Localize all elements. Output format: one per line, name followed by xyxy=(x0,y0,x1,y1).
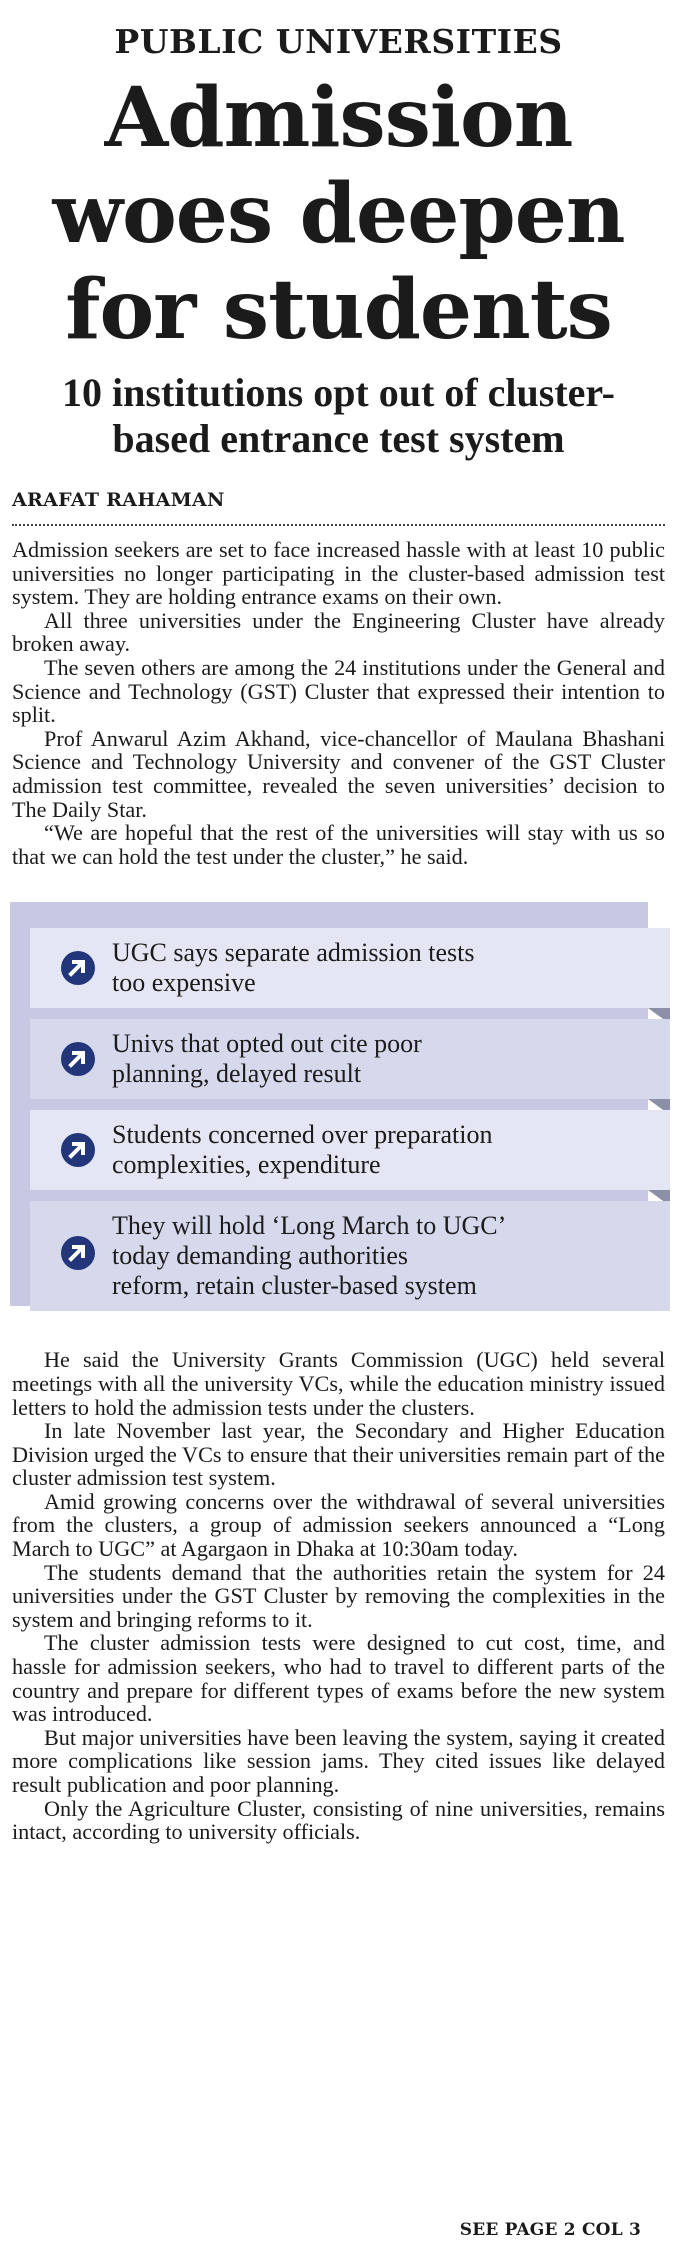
paragraph: The seven others are among the 24 institutions under the General and Science and Technology (GST) Cluster that expressed their intention to split. xyxy=(12,654,665,728)
highlight-line: Univs that opted out cite poor xyxy=(112,1029,422,1059)
dotted-divider xyxy=(12,524,665,526)
subheadline-line: based entrance test system xyxy=(112,416,565,461)
paragraph: In late November last year, the Secondary and Higher Education Division urged the VCs to ensure that their universities remain part of the cluster admission test system. xyxy=(12,1418,665,1491)
highlight-text xyxy=(112,938,475,998)
paragraph: But major universities have been leaving the system, saying it created more complications like session jams. They cited issues like delayed result publication and poor planning. xyxy=(12,1724,665,1797)
paragraph: Only the Agriculture Cluster, consisting of nine universities, remains intact, according to university officials. xyxy=(12,1795,665,1845)
highlight-line: Students concerned over preparation xyxy=(112,1120,493,1150)
highlight-line: too expensive xyxy=(112,968,256,998)
byline: ARAFAT RAHAMAN xyxy=(12,489,225,511)
highlight-line: UGC says separate admission tests xyxy=(112,938,475,968)
headline-line: Admission xyxy=(104,70,573,166)
paragraph: Prof Anwarul Azim Akhand, vice-chancellor of Maulana Bhashani Science and Technology University and convener of the GST Cluster admission test committee, revealed the seven universities’ decision to The Daily Star. xyxy=(12,725,665,822)
highlight-line: complexities, expenditure xyxy=(112,1150,381,1180)
paragraph: All three universities under the Engineering Cluster have already broken away. xyxy=(12,607,665,657)
subheadline-line: 10 institutions opt out of cluster- xyxy=(62,370,615,415)
highlight-item xyxy=(30,1201,670,1311)
highlight-text xyxy=(112,1029,422,1089)
highlights-box xyxy=(10,902,648,1306)
article-body-bottom xyxy=(12,1348,665,1843)
subheadline xyxy=(8,370,669,462)
highlight-text xyxy=(112,1120,492,1180)
paragraph: Admission seekers are set to face increased hassle with at least 10 public universities no longer participating in the cluster-based admission test system. They are holding entrance exams on their own. xyxy=(12,537,665,610)
highlight-item xyxy=(30,1110,670,1190)
highlight-line: They will hold ‘Long March to UGC’ xyxy=(112,1211,507,1241)
highlight-line: reform, retain cluster-based system xyxy=(112,1271,477,1301)
kicker: PUBLIC UNIVERSITIES xyxy=(114,22,563,61)
arrow-circle-icon xyxy=(60,1132,96,1168)
paragraph: Amid growing concerns over the withdrawal of several universities from the clusters, a group of admission seekers announced a “Long March to UGC” at Agargaon in Dhaka at 10:30am today. xyxy=(12,1488,665,1562)
continued-on-link[interactable]: SEE PAGE 2 COL 3 xyxy=(459,2220,641,2240)
highlight-line: today demanding authorities xyxy=(112,1241,409,1271)
highlight-line: planning, delayed result xyxy=(112,1059,362,1089)
arrow-circle-icon xyxy=(60,950,96,986)
paragraph: “We are hopeful that the rest of the universities will stay with us so that we can hold the test under the cluster,” he said. xyxy=(12,820,665,869)
highlight-item xyxy=(30,928,670,1008)
paragraph: He said the University Grants Commission (UGC) held several meetings with all the university VCs, while the education ministry issued letters to hold the admission tests under the clusters. xyxy=(12,1347,665,1420)
arrow-circle-icon xyxy=(60,1235,96,1271)
highlight-text xyxy=(112,1211,506,1301)
paragraph: The students demand that the authorities retain the system for 24 universities under the GST Cluster by removing the complexities in the system and bringing reforms to it. xyxy=(12,1559,665,1632)
headline-line: for students xyxy=(65,262,612,358)
headline xyxy=(0,70,677,358)
headline-line: woes deepen xyxy=(52,166,625,262)
paragraph: The cluster admission tests were designed to cut cost, time, and hassle for admission seekers, who had to travel to different parts of the country and prepare for different types of exams before the new system was introduced. xyxy=(12,1630,665,1727)
article-body-top xyxy=(12,538,665,868)
highlight-item xyxy=(30,1019,670,1099)
arrow-circle-icon xyxy=(60,1041,96,1077)
